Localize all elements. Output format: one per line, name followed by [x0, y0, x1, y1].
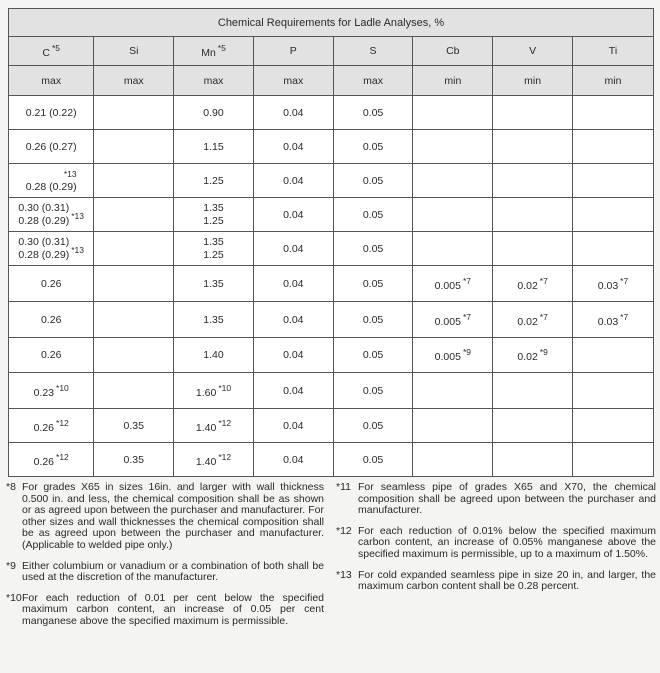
cell-v	[493, 130, 573, 164]
table-row	[9, 232, 654, 266]
cell-p: 0.04	[253, 232, 333, 266]
cell-p: 0.04	[253, 302, 333, 338]
column-header-mn: Mn $^{*5}$	[174, 37, 254, 66]
footnotes-left-column	[6, 482, 324, 637]
cell-cb	[413, 164, 493, 198]
cell-s: 0.05	[333, 373, 413, 409]
footnote-10: *10 For each reduction of 0.01 per cent below the specified maximum carbon content, an increase of 0.05 per cent manganese above the specified maximum is permissible.	[6, 591, 324, 627]
cell-cb	[413, 443, 493, 477]
cell-c: 0.23 $^{*10}$	[9, 373, 94, 409]
cell-cb	[413, 409, 493, 443]
cell-c: 0.26 (0.27)	[9, 130, 94, 164]
cell-c: 0.26	[9, 266, 94, 302]
cell-s: 0.05	[333, 302, 413, 338]
cell-si	[94, 338, 174, 373]
cell-mn: 1.15	[174, 130, 254, 164]
cell-mn: 1.60 $^{*10}$	[174, 373, 254, 409]
cell-v	[493, 96, 573, 130]
cell-p: 0.04	[253, 338, 333, 373]
cell-si: 0.35	[94, 409, 174, 443]
column-header-row	[9, 37, 654, 66]
cell-cb: 0.005 $^{*9}$	[413, 338, 493, 373]
cell-si	[94, 130, 174, 164]
cell-cb: 0.005 $^{*7}$	[413, 266, 493, 302]
cell-si	[94, 164, 174, 198]
cell-p: 0.04	[253, 266, 333, 302]
table-row	[9, 198, 654, 232]
cell-mn: 1.35 1.25	[174, 232, 254, 266]
cell-c: 0.26 $^{*12}$	[9, 409, 94, 443]
cell-c: 0.26	[9, 338, 94, 373]
limit-mn: max	[174, 66, 254, 96]
cell-v	[493, 164, 573, 198]
cell-p: 0.04	[253, 373, 333, 409]
table-row	[9, 409, 654, 443]
cell-v	[493, 443, 573, 477]
cell-v	[493, 198, 573, 232]
cell-s: 0.05	[333, 409, 413, 443]
cell-s: 0.05	[333, 443, 413, 477]
column-header-ti: Ti	[572, 37, 653, 66]
cell-cb: 0.005 $^{*7}$	[413, 302, 493, 338]
cell-mn: 1.40 $^{*12}$	[174, 443, 254, 477]
table-row	[9, 302, 654, 338]
footnote-9: *9 Either columbium or vanadium or a combination of both shall be used at the discretion of the manufacturer.	[6, 559, 324, 584]
cell-c: 0.21 (0.22)	[9, 96, 94, 130]
cell-ti	[572, 409, 653, 443]
limit-p: max	[253, 66, 333, 96]
cell-ti	[572, 96, 653, 130]
cell-p: 0.04	[253, 198, 333, 232]
cell-v	[493, 409, 573, 443]
column-header-p: P	[253, 37, 333, 66]
cell-p: 0.04	[253, 96, 333, 130]
cell-mn: 1.40	[174, 338, 254, 373]
cell-cb	[413, 198, 493, 232]
cell-p: 0.04	[253, 443, 333, 477]
cell-si	[94, 232, 174, 266]
cell-c: 0.30 (0.31) 0.28 (0.29) $^{*13}$	[9, 232, 94, 266]
cell-ti	[572, 164, 653, 198]
table-row	[9, 373, 654, 409]
column-header-c: C $^{*5}$	[9, 37, 94, 66]
cell-si	[94, 198, 174, 232]
limit-ti: min	[572, 66, 653, 96]
table-row	[9, 164, 654, 198]
footnote-13: *13 For cold expanded seamless pipe in size 20 in, and larger, the maximum carbon content shall be 0.28 percent.	[336, 568, 656, 593]
cell-mn: 1.25	[174, 164, 254, 198]
cell-ti	[572, 198, 653, 232]
cell-ti	[572, 373, 653, 409]
cell-ti: 0.03 $^{*7}$	[572, 266, 653, 302]
table-row	[9, 338, 654, 373]
table-title: Chemical Requirements for Ladle Analyses, %	[9, 9, 654, 37]
cell-v: 0.02 $^{*7}$	[493, 302, 573, 338]
limit-v: min	[493, 66, 573, 96]
cell-cb	[413, 373, 493, 409]
cell-s: 0.05	[333, 338, 413, 373]
cell-cb	[413, 96, 493, 130]
limit-row	[9, 66, 654, 96]
limit-si: max	[94, 66, 174, 96]
column-header-s: S	[333, 37, 413, 66]
cell-p: 0.04	[253, 130, 333, 164]
table-row	[9, 96, 654, 130]
cell-si: 0.35	[94, 443, 174, 477]
limit-s: max	[333, 66, 413, 96]
table-row	[9, 130, 654, 164]
cell-ti	[572, 232, 653, 266]
cell-ti	[572, 338, 653, 373]
column-header-v: V	[493, 37, 573, 66]
footnote-11: *11 For seamless pipe of grades X65 and X70, the chemical composition shall be agreed upon between the purchaser and manufacturer.	[336, 481, 656, 517]
cell-s: 0.05	[333, 96, 413, 130]
cell-cb	[413, 130, 493, 164]
column-header-si: Si	[94, 37, 174, 66]
footnote-12: *12 For each reduction of 0.01% below the specified maximum carbon content, an increase of 0.05% manganese above the specified maximum is permissible, up to a maximum of 1.50%.	[336, 524, 656, 560]
cell-mn: 1.40 $^{*12}$	[174, 409, 254, 443]
limit-cb: min	[413, 66, 493, 96]
table-row	[9, 443, 654, 477]
cell-mn: 1.35	[174, 302, 254, 338]
cell-mn: 0.90	[174, 96, 254, 130]
chemical-requirements-table	[8, 8, 654, 477]
table-row	[9, 266, 654, 302]
cell-c: 0.30 (0.31) 0.28 (0.29) $^{*13}$	[9, 198, 94, 232]
cell-p: 0.04	[253, 164, 333, 198]
cell-p: 0.04	[253, 409, 333, 443]
cell-s: 0.05	[333, 266, 413, 302]
cell-ti	[572, 130, 653, 164]
cell-mn: 1.35 1.25	[174, 198, 254, 232]
cell-c: 0.26 $^{*12}$	[9, 443, 94, 477]
cell-ti: 0.03 $^{*7}$	[572, 302, 653, 338]
cell-mn: 1.35	[174, 266, 254, 302]
limit-c: max	[9, 66, 94, 96]
cell-c: *13 0.28 (0.29)	[9, 164, 94, 198]
cell-si	[94, 302, 174, 338]
column-header-cb: Cb	[413, 37, 493, 66]
cell-si	[94, 373, 174, 409]
cell-ti	[572, 443, 653, 477]
footnotes-right-column	[336, 482, 656, 602]
cell-si	[94, 266, 174, 302]
cell-s: 0.05	[333, 164, 413, 198]
cell-si	[94, 96, 174, 130]
cell-c: 0.26	[9, 302, 94, 338]
cell-v: 0.02 $^{*9}$	[493, 338, 573, 373]
cell-cb	[413, 232, 493, 266]
footnote-8: *8 For grades X65 in sizes 16in. and larger with wall thickness 0.500 in. and less, the chemical composition shall be as shown or as agreed upon between the purchaser and manufacturer. For other sizes and wall thicknesses the chemical composition shall be as agreed upon between the purchaser and manufacturer. (Applicable to welded pipe only.)	[6, 481, 324, 551]
cell-s: 0.05	[333, 130, 413, 164]
cell-v: 0.02 $^{*7}$	[493, 266, 573, 302]
cell-s: 0.05	[333, 232, 413, 266]
cell-v	[493, 232, 573, 266]
cell-v	[493, 373, 573, 409]
cell-s: 0.05	[333, 198, 413, 232]
